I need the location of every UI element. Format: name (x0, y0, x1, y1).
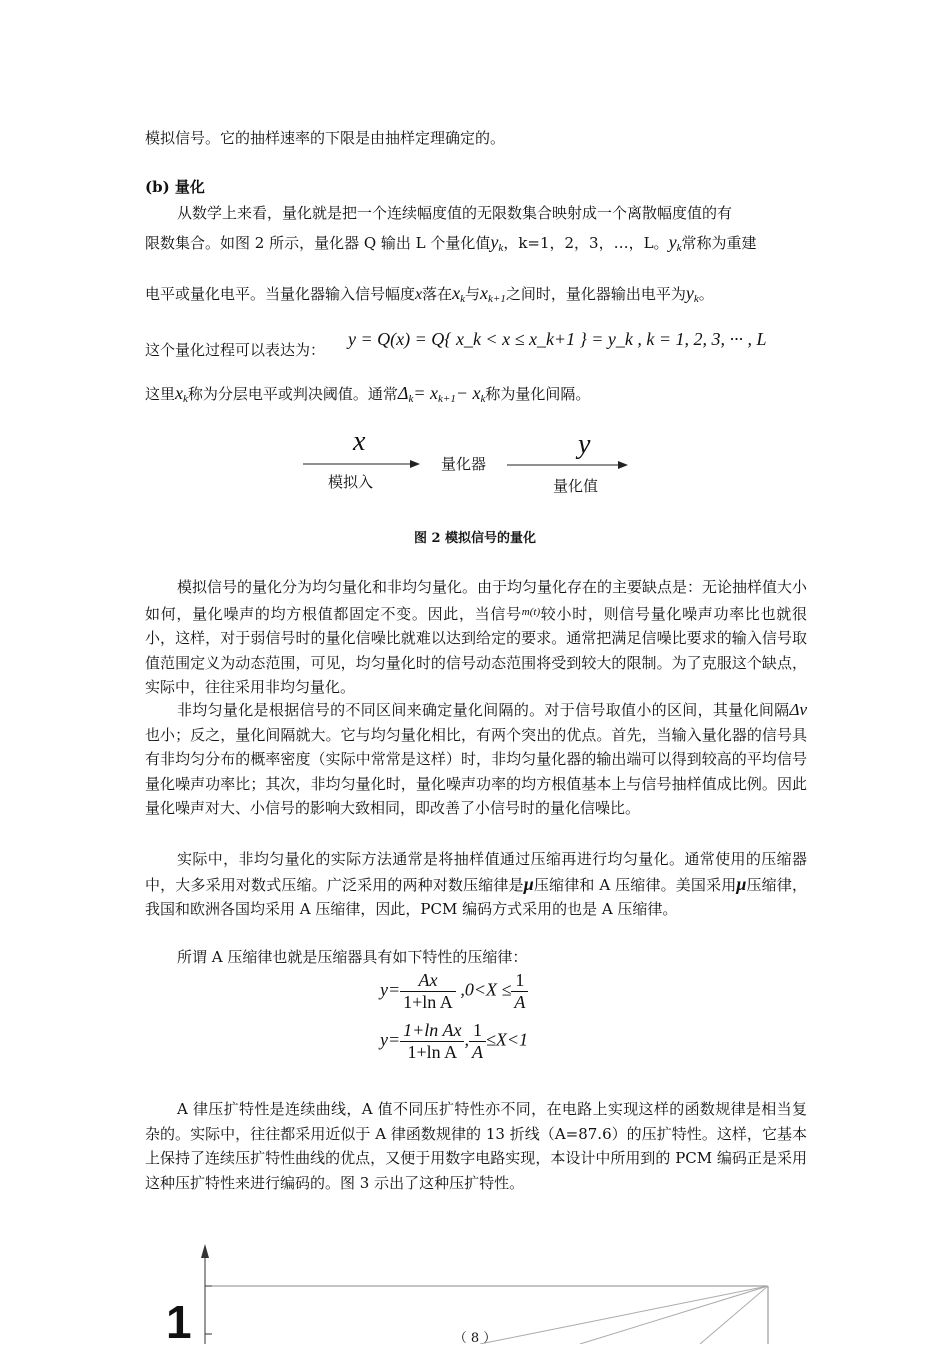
para6: A 律压扩特性是连续曲线，A 值不同压扩特性亦不同，在电路上实现这样的函数规律是相当复杂的。实际中，往往都采用近似于 A 律函数规律的 13 折线（A=87.6）的压扩特性。这样，它基本上保持了连续压扩特性曲线的优点，又便于用数字电路实现，本设计中所用到的 PCM 编码正是采用这种压扩特性来进行编码的。图 3 示出了这种压扩特性。 (145, 1100, 807, 1192)
fig2-input-var: x (353, 426, 366, 457)
yk-symbol-2: $y_k$ (668, 232, 682, 254)
para4: 实际中，非均匀量化的实际方法通常是将抽样值通过压缩再进行均匀量化。通常使用的压缩器中，大多采用对数式压缩。广泛采用的两种对数压缩律是μ压缩律和 A 压缩律。美国采用μ压缩律，我国和欧洲各国均采用 A 压缩律，因此，PCM 编码方式采用的也是 A 压缩律。 (145, 850, 807, 918)
fig2-caption: 图 2 模拟信号的量化 (413, 531, 537, 546)
para1-line1: 从数学上来看，量化就是把一个连续幅度值的无限数集合映射成一个离散幅度值的有 (177, 204, 733, 222)
section-heading: (b) 量化 (145, 178, 205, 196)
para5: 所谓 A 压缩律也就是压缩器具有如下特性的压缩律： (177, 948, 528, 966)
a-law-equation-2: y= $\frac{\text{1+ln Ax}}{\text{1+ln A}}$ , $\frac{1}{A}$ ≤X<1 (380, 1020, 528, 1062)
para2: 模拟信号的量化分为均匀量化和非均匀量化。由于均匀量化存在的主要缺点是：无论抽样值大小如何，量化噪声的均方根值都固定不变。因此，当信号$^{m(t)}$较小时，则信号量化噪声功率比也就很小，这样，对于弱信号时的量化信噪比就难以达到给定的要求。通常把满足信噪比要求的输入信号取值范围定义为动态范围，可见，均匀量化时的信号动态范围将受到较大的限制。为了克服这个缺点，实际中，往往采用非均匀量化。 (145, 578, 808, 696)
quantization-formula: y = Q(x) = Q{ x_k < x ≤ x_k+1 } = y_k , k = 1, 2, 3, ··· , L (348, 329, 767, 349)
yk-symbol: $y_k$ (490, 232, 504, 254)
para1-line4: 这个量化过程可以表达为： (145, 341, 326, 359)
a-law-equation-1: y= $\frac{Ax}{\text{1+ln A}}$ ,0<X ≤ $\frac{1}{A}$ (380, 970, 528, 1013)
fig2-output-label: 量化值 (553, 477, 599, 495)
fig3-y-label: 1 (166, 1296, 192, 1348)
fig2-output-arrowhead (618, 461, 628, 469)
intro-line: 模拟信号。它的抽样速率的下限是由抽样定理确定的。 (145, 129, 506, 147)
fig2-arrows (0, 0, 950, 520)
page-number: （ 8 ） (453, 1331, 497, 1346)
fig3-y-arrowhead (201, 1244, 209, 1258)
para1-line5: 这里$x_k$称为分层电平或判决阈值。通常$\Delta_k= x_{k+1}- x_k$称为量化间隔。 (145, 383, 591, 405)
para1-line2: 限数集合。如图 2 所示，量化器 Q 输出 L 个量化值$y_k$，k=1，2，3，…，L。$y_k$常称为重建 (145, 232, 757, 254)
fig2-quantizer-label: 量化器 (441, 455, 487, 473)
para1-line3: 电平或量化电平。当量化器输入信号幅度x落在$x_k$与$x_{k+1}$之间时，量化器输出电平为$y_k$。 (145, 283, 714, 305)
fig2-input-label: 模拟入 (328, 473, 374, 491)
fig2-output-var: y (578, 429, 591, 460)
fig2-input-arrowhead (410, 460, 420, 468)
para3: 非均匀量化是根据信号的不同区间来确定量化间隔的。对于信号取值小的区间，其量化间隔Δv也小；反之，量化间隔就大。它与均匀量化相比，有两个突出的优点。首先，当输入量化器的信号具有非均匀分布的概率密度（实际中常常是这样）时，非均匀量化器的输出端可以得到较高的平均信号量化噪声功率比；其次，非均匀量化时，量化噪声功率的均方根值基本上与信号抽样值成比例。因此量化噪声对大、小信号的影响大致相同，即改善了小信号时的量化信噪比。 (145, 700, 807, 817)
